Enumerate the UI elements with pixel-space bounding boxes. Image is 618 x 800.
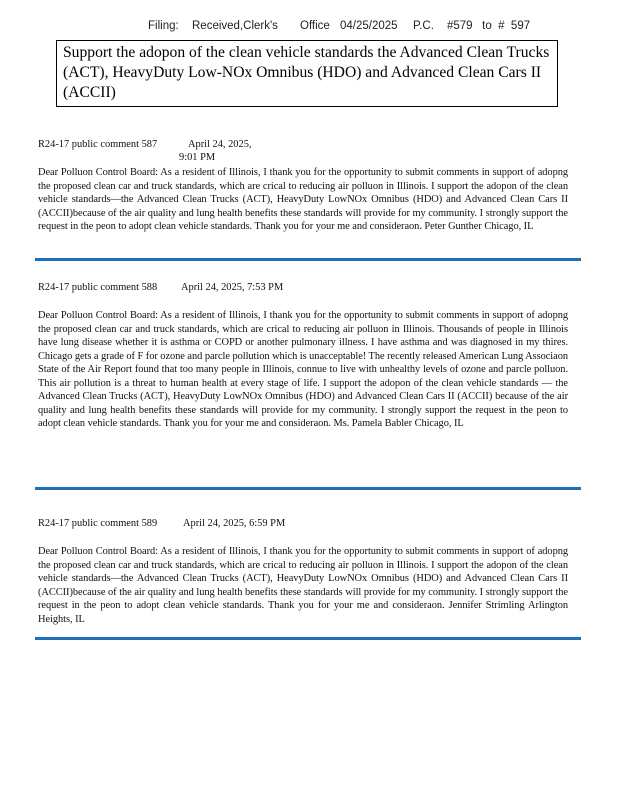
received-label: Received,Clerk's [192,20,278,32]
comment-header [38,138,578,166]
comment-date: April 24, 2025, 6:59 PM [183,518,286,529]
docket-label: R24-17 public comment 587 [38,139,158,150]
section-divider [35,637,581,640]
office-label: Office [300,20,330,32]
docket-label: R24-17 public comment 588 [38,282,158,293]
comment-body: Dear Polluon Control Board: As a resident of Illinois, I thank you for the opportunity to submit comments in support of adopng the proposed clean car and truck standards, which are crical to reducing air polluon in Illinois. Thousands of people in Illinois have lung disease whether it is asthma or COPD or another pulmonary illness. I have asthma and was diagnosed in my thires. Chicago gets a grade of F for ozone and parcle pollution which is unacceptable! The recently released American Lung Associaon State of the Air Report found that too many people in Illinois, connue to live with unhealthy levels of ozone and parcle polluon. This air pollution is a threat to human health at every stage of life. I support the adopon of the clean vehicle standards — the Advanced Clean Trucks (ACT), HeavyDuty LowNOx Omnibus (HDO) and Advanced Clean Cars II (ACCII) because of the air quality and lung health benefits these standards will provide for my community. I strongly support the request in the peon to adopt clean vehicle standards. Thank you for your me and consideraon. Ms. Pamela Babler Chicago, IL [38,310,568,429]
comment-header [38,517,578,531]
filing-label: Filing: [148,20,179,32]
pc-range: #579 to # 597 [447,20,531,32]
comment-body: Dear Polluon Control Board: As a resident of Illinois, I thank you for the opportunity to submit comments in support of adopng the proposed clean car and truck standards, which are crical to reducing air polluon in Illinois. I support the adopon of the clean vehicle standards—the Advanced Clean Trucks (ACT), HeavyDuty LowNOx Omnibus (HDO) and Advanced Clean Cars II (ACCII)because of the air quality and lung health benefits these standards will provide for my community. I strongly support the request in the peon to adopt clean vehicle standards. Thank you for your me and consideraon. Peter Gunther Chicago, IL [38,167,568,232]
section-divider [35,258,581,261]
section-divider [35,487,581,490]
comment-date: April 24, 2025, [188,139,252,150]
comment-time: 9:01 PM [179,152,216,163]
pc-label: P.C. [413,20,434,32]
comment-header [38,281,578,295]
filing-date: 04/25/2025 [340,20,398,32]
comment-body: Dear Polluon Control Board: As a resident of Illinois, I thank you for the opportunity to submit comments in support of adopng the proposed clean car and truck standards, which are crical to reducing air polluon in Illinois. I support the adopon of the clean vehicle standards—the Advanced Clean Trucks (ACT), HeavyDuty LowNOx Omnibus (HDO) and Advanced Clean Cars II (ACCII)because of the air quality and lung health benefits these standards will provide for my community. I strongly support the request in the peon to adopt clean vehicle standards. Thank you for your me and consideraon. Jennifer Strimling Arlington Heights, IL [38,546,568,625]
docket-label: R24-17 public comment 589 [38,518,158,529]
document-title: Support the adopon of the clean vehicle standards the Advanced Clean Trucks (ACT), HeavyDuty Low-NOx Omnibus (HDO) and Advanced Clean Cars II (ACCII) [56,40,558,107]
comment-date: April 24, 2025, 7:53 PM [181,282,284,293]
